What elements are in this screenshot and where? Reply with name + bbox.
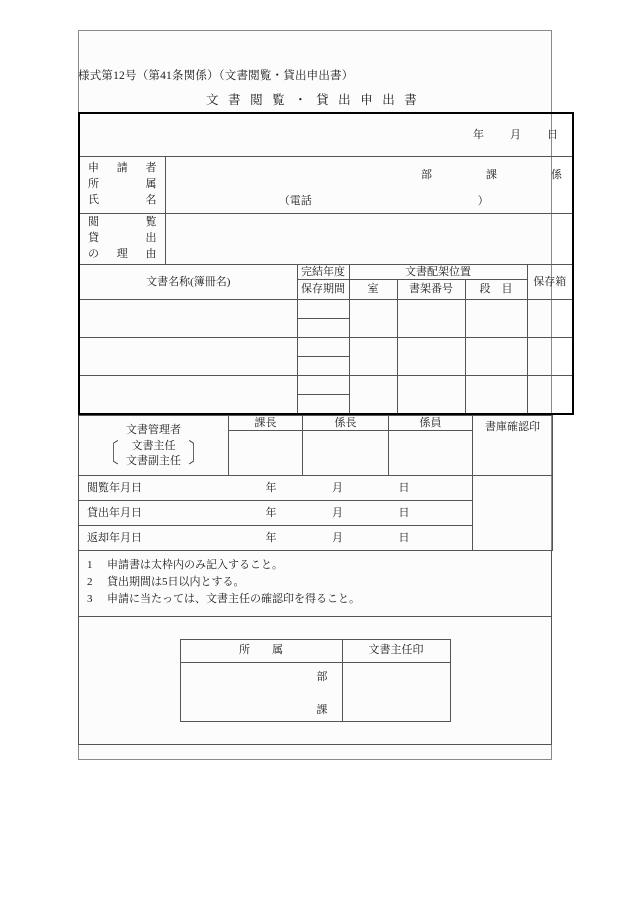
applicant-label-l2a: 所 [88, 177, 99, 190]
viewing-date-year: 年 [265, 482, 277, 495]
cell-room[interactable] [349, 338, 397, 376]
cell-retention-period[interactable] [297, 357, 349, 376]
note-text: 申請書は太枠内のみ記入すること。 [107, 559, 283, 572]
reason-row [79, 213, 573, 264]
date-year: 年 [473, 128, 485, 141]
th-location-group: 文書配架位置 [349, 264, 527, 279]
applicant-row [79, 156, 573, 213]
viewing-date-label: 閲覧年月日 [87, 482, 142, 495]
th-soko-stamp: 書庫確認印 [473, 416, 553, 476]
cell-doc-name[interactable] [79, 300, 297, 338]
reason-label-l2b [121, 231, 124, 247]
manager-bracket-line1: 文書主任 [131, 440, 176, 453]
cell-shelf-number[interactable] [397, 300, 465, 338]
reason-label-l1b [121, 215, 124, 231]
applicant-label [79, 156, 165, 213]
unit-kakari: 係 [551, 168, 563, 181]
applicant-label-l2c: 属 [145, 177, 157, 190]
note-number: 2 [87, 576, 93, 589]
approval-block [78, 415, 553, 551]
cell-doc-name[interactable] [79, 338, 297, 376]
table-row [79, 338, 573, 357]
date-cell [79, 113, 573, 157]
viewing-date-day: 日 [398, 482, 410, 495]
reason-label-l1a: 閲 [88, 215, 99, 228]
page-title: 文 書 閲 覧 ・ 貸 出 申 出 書 [206, 92, 420, 107]
cell-shelf-number[interactable] [397, 338, 465, 376]
date-rows-stamp-cell[interactable] [473, 476, 553, 551]
cell-document-chief-stamp[interactable] [342, 662, 450, 721]
note-item [87, 591, 551, 608]
reason-label-l1c: 覧 [145, 215, 157, 228]
cell-completion-year[interactable] [297, 300, 349, 319]
note-number: 3 [87, 593, 93, 606]
th-kakariin: 係員 [389, 416, 473, 431]
reason-label [79, 213, 165, 264]
return-date-month: 月 [332, 532, 343, 545]
viewing-date-cell[interactable] [79, 476, 473, 501]
applicant-input-cell[interactable] [165, 156, 573, 213]
bracket-right: 〕 [188, 438, 208, 469]
th-retention-period: 保存期間 [297, 280, 349, 300]
th-doc-name: 文書名称(簿冊名) [79, 264, 297, 299]
return-date-year: 年 [265, 532, 277, 545]
reason-label-l3c: 由 [145, 247, 157, 260]
th-storage-box: 保存箱 [527, 264, 573, 299]
return-date-day: 日 [398, 532, 410, 545]
cell-room[interactable] [349, 376, 397, 415]
bracket-left: 〔 [99, 438, 119, 469]
applicant-label-l2b [121, 177, 124, 193]
date-row [79, 113, 573, 157]
cell-doc-name[interactable] [79, 376, 297, 415]
th-affiliation: 所 属 [180, 639, 342, 662]
table-row [79, 376, 573, 395]
reason-label-l2a: 貸 [88, 231, 99, 244]
applicant-label-l1a: 申 [88, 161, 99, 174]
tel-paren-close: ） [477, 194, 489, 207]
reason-label-l3b: 理 [116, 247, 128, 260]
unit-ka: 課 [486, 168, 498, 181]
cell-kakariin-stamp[interactable] [389, 431, 473, 476]
notes-section [78, 551, 552, 616]
approval-header-row [79, 416, 553, 431]
date-month: 月 [510, 128, 522, 141]
applicant-label-l1c: 者 [145, 161, 157, 174]
lending-date-cell[interactable] [79, 501, 473, 526]
cell-completion-year[interactable] [297, 376, 349, 395]
document-body [78, 70, 567, 745]
th-tier: 段 目 [465, 280, 527, 300]
note-item [87, 574, 551, 591]
reason-input-cell[interactable] [165, 213, 573, 264]
note-item [87, 557, 551, 574]
cell-tier[interactable] [465, 300, 527, 338]
viewing-date-month: 月 [332, 482, 343, 495]
form-number: 様式第12号（第41条関係）（文書閲覧・貸出申出書） [78, 70, 354, 82]
table-row [79, 300, 573, 319]
cell-kakaricho-stamp[interactable] [303, 431, 389, 476]
date-day: 日 [547, 128, 559, 141]
bottom-section [78, 617, 552, 745]
th-kakaricho: 係長 [303, 416, 389, 431]
cell-tier[interactable] [465, 376, 527, 415]
cell-retention-period[interactable] [297, 395, 349, 415]
applicant-label-l1b: 請 [116, 161, 128, 174]
manager-title: 文書管理者 [126, 423, 181, 436]
cell-retention-period[interactable] [297, 319, 349, 338]
application-block [78, 112, 574, 415]
cell-shelf-number[interactable] [397, 376, 465, 415]
manager-bracket-line2: 文書副主任 [126, 454, 181, 467]
th-document-chief-stamp: 文書主任印 [342, 639, 450, 662]
affiliation-stamp-table [180, 639, 451, 722]
note-text: 貸出期間は5日以内とする。 [107, 576, 245, 589]
unit-bu: 部 [421, 168, 433, 181]
lending-date-label: 貸出年月日 [87, 507, 142, 520]
cell-storage-box[interactable] [527, 376, 573, 415]
cell-kacho-stamp[interactable] [229, 431, 303, 476]
cell-completion-year[interactable] [297, 338, 349, 357]
th-kacho: 課長 [229, 416, 303, 431]
lending-date-month: 月 [332, 507, 343, 520]
cell-room[interactable] [349, 300, 397, 338]
applicant-label-l3c: 名 [145, 193, 157, 206]
lending-date-day: 日 [398, 507, 410, 520]
reason-label-l3a: の [88, 247, 99, 260]
th-room: 室 [349, 280, 397, 300]
note-text: 申請に当たっては、文書主任の確認印を得ること。 [107, 593, 360, 606]
cell-tier[interactable] [465, 338, 527, 376]
tel-label: （電話 [278, 194, 312, 207]
th-shelf-number: 書架番号 [397, 280, 465, 300]
note-number: 1 [87, 559, 93, 572]
cell-affiliation[interactable] [180, 662, 342, 721]
affiliation-unit-ka: 課 [316, 703, 328, 716]
th-completion-year: 完結年度 [297, 264, 349, 279]
doc-header-row-1 [79, 264, 573, 279]
return-date-label: 返却年月日 [87, 532, 142, 545]
lending-date-year: 年 [265, 507, 277, 520]
cell-storage-box[interactable] [527, 300, 573, 338]
bottom-value-row [180, 662, 450, 721]
return-date-cell[interactable] [79, 526, 473, 551]
manager-title-cell [79, 416, 229, 476]
reason-label-l2c: 出 [145, 231, 157, 244]
affiliation-unit-bu: 部 [316, 671, 328, 684]
cell-storage-box[interactable] [527, 338, 573, 376]
viewing-date-row [79, 476, 553, 501]
applicant-label-l3b [121, 193, 124, 209]
applicant-label-l3a: 氏 [88, 193, 99, 206]
bottom-header-row [180, 639, 450, 662]
